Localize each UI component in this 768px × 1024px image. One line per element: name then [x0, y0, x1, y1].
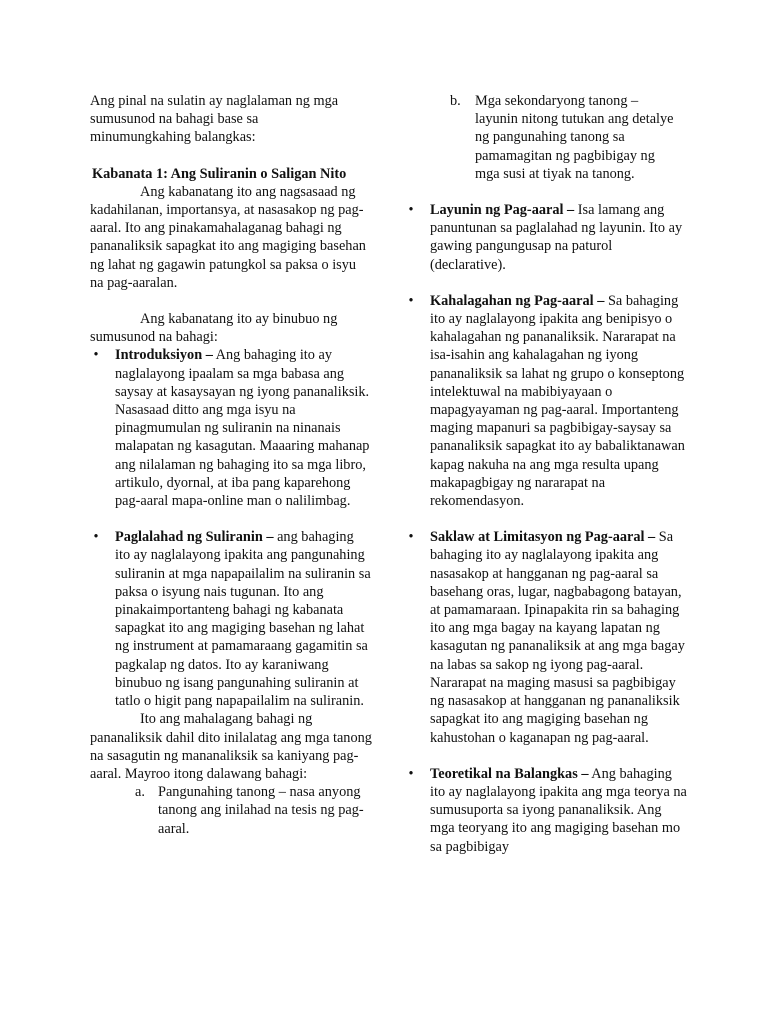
list-item-teoretikal	[405, 765, 687, 856]
sub-item-text: layunin nitong tutukan ang detalye ng pangunahing tanong sa pamamagitan ng pagbibigay ng mga susi at tiyak na tanong.	[475, 111, 674, 182]
item-title: Introduksiyon –	[115, 347, 213, 364]
sub-item-a	[90, 783, 372, 838]
bullet-icon: •	[408, 529, 414, 546]
item-title: Saklaw at Limitasyon ng Pag-aaral –	[430, 529, 656, 546]
sub-item-title: Mga sekondaryong tanong –	[475, 93, 639, 109]
item-text: Isa lamang ang panuntunan sa paglalahad ng layunin. Ito ay gawing pangungusap na paturol (declarative).	[430, 202, 683, 273]
item-title: Paglalahad ng Suliranin –	[115, 529, 274, 546]
chapter-title: Kabanata 1: Ang Suliranin o Saligan Nito	[92, 165, 347, 182]
bullet-icon: •	[408, 292, 414, 309]
list-item-kahalagahan	[405, 292, 687, 510]
sub-item-label: a.	[135, 784, 145, 801]
sub-item-text: nasa anyong tanong ang inilahad na tesis ng pag-aaral.	[158, 784, 364, 837]
chapter-paragraph-2: Ang kabanatang ito ay binubuo ng sumusunod na bahagi:	[90, 311, 338, 346]
item-title: Teoretikal na Balangkas –	[430, 765, 589, 782]
item-text: Ang bahaging ito ay naglalayong ipaalam sa mga babasa ang saysay at kasaysayan ng iyong pananaliksik. Nasasaad ditto ang mga isyu na pinagmumulan ng suliranin na ninanais malapatan ng kasagutan. Maaaring mahanap ang nilalaman ng bahaging ito sa mga libro, artikulo, dyornal, at iba pang kaparehong pag-aaral mapa-online man o nalilimbag.	[115, 347, 370, 510]
sub-item-label: b.	[450, 93, 461, 109]
list-item-paglalahad	[90, 528, 372, 710]
bullet-icon: •	[93, 529, 99, 546]
bullet-icon: •	[408, 765, 414, 782]
sub-item-b	[405, 92, 687, 183]
item-text: ang bahaging ito ay naglalayong ipakita ang pangunahing suliranin at mga napapailalim na suliranin sa paksa o isyung nais tugunan. Ito ang pinakaimportanteng bahagi ng kabanata sapagkat ito ang magiging basehan ng lahat ng instrument at pamamaraang gagamitin sa pagkalap ng datos. Ito ay karaniwang binubuo ng isang pangunahing suliranin at tatlo o higit pang napapailalim na suliranin.	[115, 529, 371, 710]
chapter-paragraph-1: Ang kabanatang ito ang nagsasaad ng kadahilanan, importansya, at nasasakop ng pag-aaral. Ito ang pinakamahalaganag bahagi ng pananaliksik sapagkat ito ang magiging basehan ng lahat ng gagawin patungkol sa paksa o isyu na pag-aaralan.	[90, 183, 366, 291]
bullet-icon: •	[93, 347, 99, 364]
intro-paragraph: Ang pinal na sulatin ay naglalaman ng mga sumusunod na bahagi base sa minumungkahing balangkas:	[90, 93, 339, 146]
list-item-introduksiyon	[90, 346, 372, 510]
item-text: Ang bahaging ito ay naglalayong ipakita ang mga teorya na sumusuporta sa iyong pananaliksik. Ang mga teoryang ito ang magiging basehan mo sa pagbibigay	[430, 765, 687, 855]
left-column	[90, 92, 372, 838]
list-item-saklaw	[405, 528, 687, 746]
item-text: Sa bahaging ito ay naglalayong ipakita ang benipisyo o kahalagahan ng pananaliksik. Nararapat na isa-isahin ang kahalagahan ng iyong pananaliksik sa lahat ng grupo o konseptong intelektuwal na mabibiyayaan o mapagyayaman ng pag-aaral. Importanteng maging mapanuri sa pagbibigay-saysay sa pananaliksik sapagkat ito ay babaliktanawan kapag nakuha na ang mga resulta upang makapagbigay ng nararapat na rekomendasyon.	[430, 292, 685, 510]
bullet-icon: •	[408, 202, 414, 219]
right-column	[405, 92, 687, 856]
item-title: Kahalagahan ng Pag-aaral –	[430, 292, 605, 309]
continuation-paragraph: Ito ang mahalagang bahagi ng pananaliksik dahil dito inilalatag ang mga tanong na sasagutin ng mananaliksik sa kaniyang pag-aaral. Mayroo itong dalawang bahagi:	[90, 711, 372, 782]
sub-item-title: Pangunahing tanong –	[158, 784, 286, 801]
item-text: Sa bahaging ito ay naglalayong ipakita ang nasasakop at hangganan ng pag-aaral sa basehang oras, lugar, nagbabagong batayan, at pamamaraan. Ipinapakita rin sa bahaging ito ang mga bagay na kayang lapatan ng kasagutan ng pananaliksik at ang mga bagay na labas sa sakop ng iyong pag-aaral. Nararapat na maging masusi sa pagbibigay ng nasasakop at hangganan ng pananaliksik sapagkat ito ang magiging basehan ng kahustohan o kaganapan ng pag-aaral.	[430, 529, 685, 746]
list-item-layunin	[405, 201, 687, 274]
item-title: Layunin ng Pag-aaral –	[430, 202, 575, 219]
